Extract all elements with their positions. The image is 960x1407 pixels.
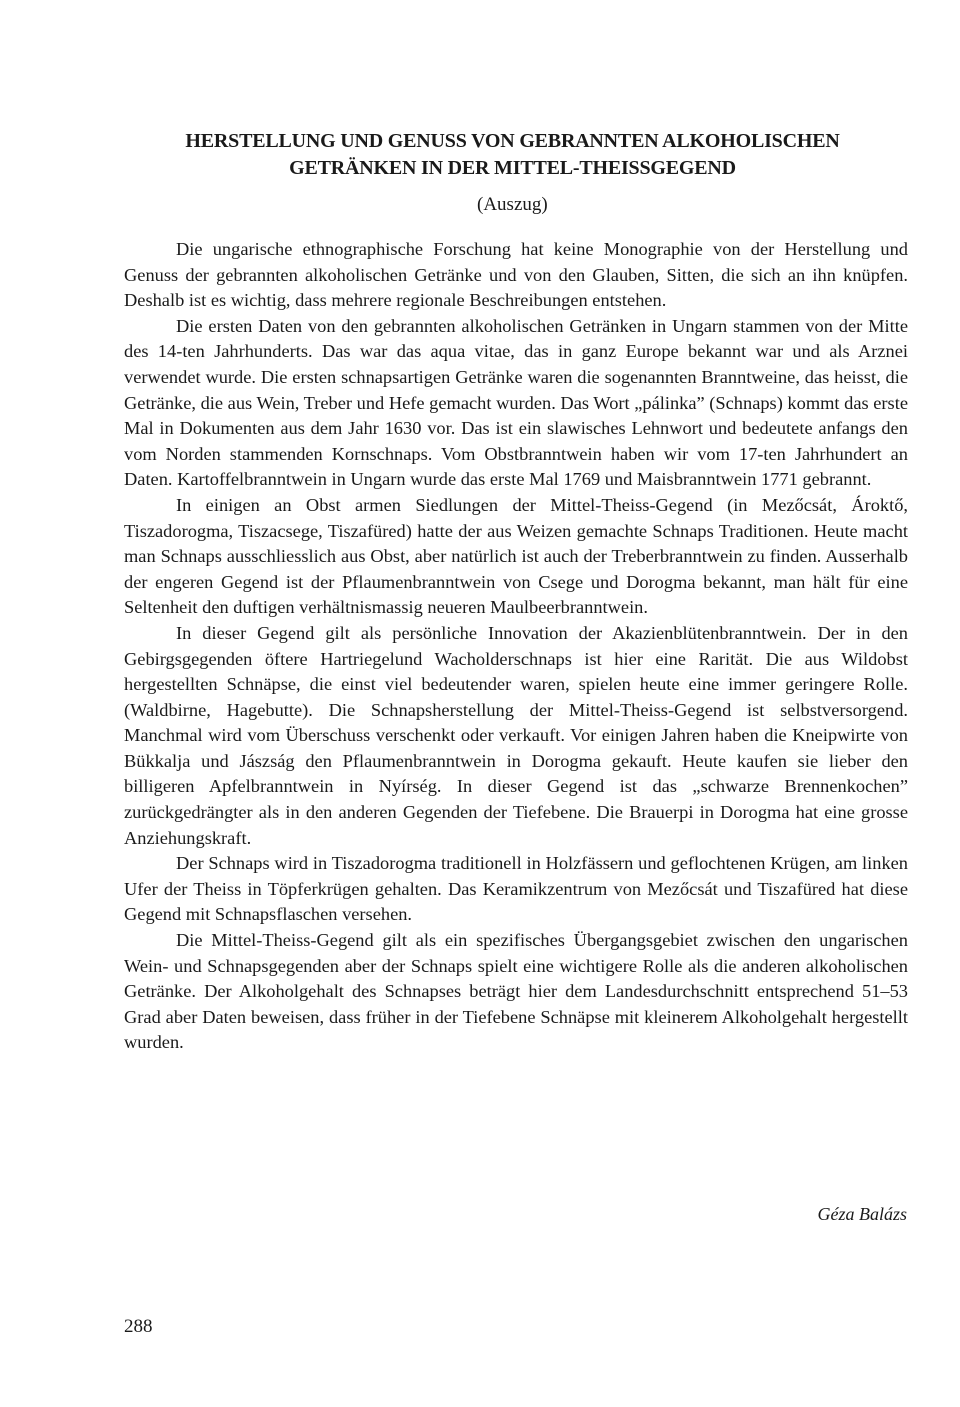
paragraph-4: In dieser Gegend gilt als persönliche Innovation der Akazienblütenbranntwein. Der in den Gebirgsgegenden öftere Hartriegelund Wacholderschnaps ist hier eine Rarität. Die aus Wildobst hergestellten Schnäpse, die einst viel bedeutender waren, spielen heute eine immer geringere Rolle. (Waldbirne, Hagebutte). Die Schnapsherstellung der Mittel-Theiss-Gegend ist selbstversorgend. Manchmal wird vom Überschuss verschenkt oder verkauft. Vor einigen Jahren haben die Kneipwirte von Bükkalja und Jászság den Pflaumenbranntwein in Dorogma gekauft. Heute kaufen sie lieber den billigeren Apfelbranntwein in Nyírség. In dieser Gegend ist das „schwarze Brennenkochen” zurückgedrängter als in den anderen Gegenden der Tiefebene. Die Brauerpi in Dorogma hat eine grosse Anziehungskraft. (124, 622, 908, 848)
document-title-line-2: GETRÄNKEN IN DER MITTEL-THEISSGEGEND (289, 157, 736, 180)
page-number: 288 (124, 1316, 153, 1337)
paragraph-2: Die ersten Daten von den gebrannten alkoholischen Getränken in Ungarn stammen von der Mitte des 14-ten Jahrhunderts. Das war das aqua vitae, das in ganz Europe bekannt war und als Arznei verwendet wurde. Die ersten schnapsartigen Getränke waren die sogenannten Branntweine, das heisst, die Getränke, die aus Wein, Treber und Hefe gemacht wurden. Das Wort „pálinka” (Schnaps) kommt das erste Mal in Dokumenten aus dem Jahr 1630 vor. Das ist ein slawisches Lehnwort und bedeutete anfangs den vom Norden stammenden Kornschnaps. Vom Obstbranntwein haben wir vom 17-ten Jahrhundert an Daten. Kartoffelbranntwein in Ungarn wurde das erste Mal 1769 und Maisbranntwein 1771 gebrannt. (124, 315, 908, 490)
paragraph-6: Die Mittel-Theiss-Gegend gilt als ein spezifisches Übergangsgebiet zwischen den ungarischen Wein- und Schnapsgegenden aber der Schnaps spielt eine wichtigere Rolle als die anderen alkoholischen Getränke. Der Alkoholgehalt des Schnapses beträgt hier dem Landesdurchschnitt entsprechend 51–53 Grad aber Daten beweisen, dass früher in der Tiefebene Schnäpse mit kleinerem Alkoholgehalt hergestellt wurden. (124, 930, 908, 1053)
document-subtitle: (Auszug) (477, 194, 548, 215)
author-signature: Géza Balázs (817, 1204, 907, 1224)
paragraph-3: In einigen an Obst armen Siedlungen der Mittel-Theiss-Gegend (in Mezőcsát, Ároktő, Tiszadorogma, Tiszacsege, Tiszafüred) hatte der aus Weizen gemachte Schnaps Traditionen. Heute macht man Schnaps ausschliesslich aus Obst, aber natürlich ist auch der Treberbranntwein zu finden. Ausserhalb der engeren Gegend ist der Pflaumenbranntwein von Csege und Dorogma bekannt, man hält für eine Seltenheit den duftigen verhältnismassig neueren Maulbeerbranntwein. (124, 494, 908, 618)
document-title-line-1: HERSTELLUNG UND GENUSS VON GEBRANNTEN ALKOHOLISCHEN (185, 130, 840, 153)
paragraph-1: Die ungarische ethnographische Forschung hat keine Monographie von der Herstellung und Genuss der gebrannten alkoholischen Getränke und von den Glauben, Sitten, die sich an ihn knüpfen. Deshalb ist es wichtig, dass mehrere regionale Beschreibungen entstehen. (124, 239, 908, 311)
paragraph-5: Der Schnaps wird in Tiszadorogma traditionell in Holzfässern und geflochtenen Krügen, am linken Ufer der Theiss in Töpferkrügen gehalten. Das Keramikzentrum von Mezőcsát und Tiszafüred hat diese Gegend mit Schnapsflaschen versehen. (124, 853, 908, 925)
document-body (124, 237, 908, 1056)
